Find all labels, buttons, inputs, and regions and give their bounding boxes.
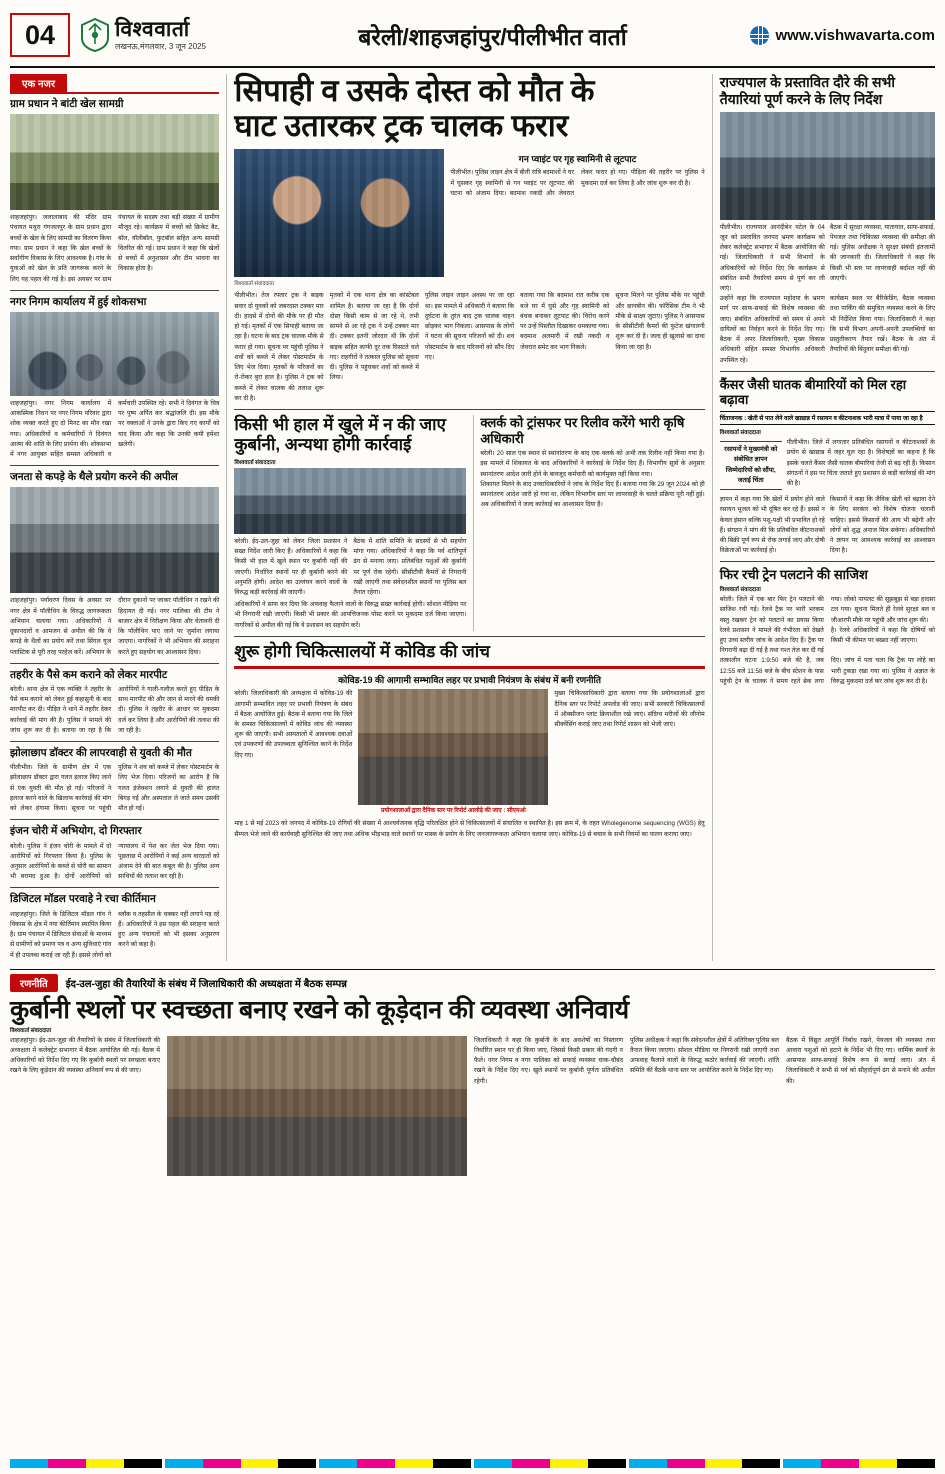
cancer-pullquote: रसायनों ने मुख्यमंत्री को संबोधित ज्ञापन जिम्मेदारियों को सौंपा, जताई चिंता xyxy=(720,441,782,490)
story-qurbani xyxy=(234,415,466,631)
governor-body-1: पीलीभीत। राज्यपाल आनंदीबेन पटेल के 04 जून को प्रस्तावित जनपद भ्रमण कार्यक्रम को लेकर कलेक्ट्रेट सभागार में बैठक आयोजित की गई। जिलाधिकारी ने सभी विभागों के अधिकारियों को निर्देश दिए कि कार्यक्रम से संबंधित सभी तैयारियां समय से पूर्ण कर ली जाएं। xyxy=(719,223,825,292)
secondary-body-a: पीलीभीत। पुलिस लाइन क्षेत्र में बीती रात्रि बदमाशों ने घर में घुसकर गृह स्वामिनी से गन प्वाइंट पर लूटपाट की घटना को अंजाम दिया। बदमाश नकदी और जेवरात लेकर फरार हो गए। पीड़िता की तहरीर पर पुलिस ने मुकदमा दर्ज कर लिया है और जांच शुरू कर दी है। xyxy=(450,169,705,197)
left-item-body: बरेली। पुलिस ने इंजन चोरी के मामले में दो आरोपियों को गिरफ्तार किया है। पुलिस के अनुसार आरोपियों के कब्जे से चोरी का सामान भी बरामद हुआ है। दोनों आरोपियों को न्यायालय में पेश कर जेल भेज दिया गया। पूछताछ में आरोपियों ने कई अन्य वारदातों को अंजाम देने की बात कबूल की है। पुलिस अन्य साथियों की तलाश कर रही है। xyxy=(10,842,220,881)
left-item-body: शाहजहांपुर। जिले के डिजिटल मॉडल गांव ने विकास के क्षेत्र में नया कीर्तिमान स्थापित किया है। ग्राम पंचायत में डिजिटल सेवाओं के माध्यम से ग्रामीणों को प्रमाण पत्र व अन्य सुविधाएं गांव में ही उपलब्ध कराई जा रही हैं। इससे लोगों को ब्लॉक व तहसील के चक्कर नहीं लगाने पड़ रहे हैं। अधिकारियों ने इस पहल की सराहना करते हुए अन्य पंचायतों को भी इसका अनुसरण करने को कहा है। xyxy=(10,910,220,959)
covid-photo-caption: प्रयोगशालाओं द्वारा दैनिक स्तर पर रिपोर्ट आलोड़े की जाए : सीएमओ xyxy=(380,808,526,815)
bottom-body-4: बैठक में विद्युत आपूर्ति निर्बाध रखने, पेयजल की व्यवस्था तथा आवारा पशुओं को हटाने के निर्देश भी दिए गए। धार्मिक स्थलों के आसपास साफ-सफाई विशेष रूप से कराई जाए। अंत में जिलाधिकारी ने सभी से पर्व को सौहार्दपूर्ण ढंग से मनाने की अपील की। xyxy=(786,1036,935,1085)
governor-headline: राज्यपाल के प्रस्तावित दौरे की सभी तैयारियां पूर्ण करने के लिए निर्देश xyxy=(719,74,895,107)
bottom-deck: ईद-उल-जुहा की तैयारियों के संबंध में जिलाधिकारी की अध्यक्षता में बैठक सम्पन्न xyxy=(65,978,347,990)
list-item xyxy=(10,296,219,461)
byline: विश्ववार्ता संवाददाता xyxy=(719,430,761,437)
train-headline: फिर रची ट्रेन पलटाने की साजिश xyxy=(719,567,868,583)
left-item-body: पीलीभीत। जिले के ग्रामीण क्षेत्र में एक झोलाछाप डॉक्टर द्वारा गलत इलाज किए जाने से एक युवती की मौत हो गई। परिजनों ने इलाज करने वाले के खिलाफ कार्रवाई की मांग को लेकर हंगामा किया। सूचना पर पहुंची पुलिस ने शव को कब्जे में लेकर पोस्टमार्टम के लिए भेज दिया। परिजनों का आरोप है कि गलत इंजेक्शन लगाने से युवती की हालत बिगड़ गई और अस्पताल ले जाते समय उसकी मौत हो गई। xyxy=(10,764,220,813)
governor-body-2: बैठक में सुरक्षा व्यवस्था, यातायात, साफ-सफाई, पेयजल तथा चिकित्सा व्यवस्था की समीक्षा की गई। पुलिस अधीक्षक ने सुरक्षा संबंधी इंतजामों की जानकारी दी। जिलाधिकारी ने कहा कि किसी भी स्तर पर लापरवाही बर्दाश्त नहीं की जाएगी। xyxy=(829,223,935,282)
lead-body-col2: मृतकों में एक थाना क्षेत्र का कांस्टेबल शामिल है। बताया जा रहा है कि दोनों दोस्त किसी काम से जा रहे थे, तभी सामने से आ रहे ट्रक ने उन्हें टक्कर मार दी। टक्कर इतनी जोरदार थी कि दोनों बाइक सहित काफी दूर तक घिसटते चले गए। राहगीरों ने तत्काल पुलिस को सूचना दी। पुलिस ने पहुंचकर शवों को कब्जे में लिया। xyxy=(329,292,419,382)
logo-title: विश्ववार्ता xyxy=(115,18,190,41)
left-item-body: शाहजहांपुर। पर्यावरण दिवस के अवसर पर नगर क्षेत्र में पॉलीथिन के विरुद्ध जागरूकता अभियान चलाया गया। अधिकारियों ने दुकानदारों व आमजन से अपील की कि वे कपड़े के थैलों का प्रयोग करें तथा सिंगल यूज प्लास्टिक से पूरी तरह परहेज करें। अभियान के दौरान दुकानों पर जाकर पॉलीथिन न रखने की हिदायत दी गई। नगर पालिका की टीम ने बाजार क्षेत्र में निरीक्षण किया और चेतावनी दी कि पॉलीथिन पाए जाने पर जुर्माना लगाया जाएगा। नागरिकों ने भी अभियान की सराहना करते हुए सहयोग का आश्वासन दिया। xyxy=(10,597,220,656)
story-clerk xyxy=(473,415,704,631)
cancer-body-1: पीलीभीत। जिले में लगातार प्रतिबंधित रसायनों व कीटनाशकों के प्रयोग से खाद्यान्न में जहर घुल रहा है। विशेषज्ञों का कहना है कि इसके चलते कैंसर जैसी घातक बीमारियां तेजी से बढ़ रही हैं। किसान संगठनों ने इस पर चिंता जताते हुए प्रशासन से कड़ी कार्रवाई की मांग की है। xyxy=(786,439,935,487)
list-item xyxy=(10,471,219,658)
list-item xyxy=(10,747,219,814)
left-item-headline: ग्राम प्रधान ने बांटी खेल सामग्री xyxy=(10,98,124,110)
story-covid xyxy=(234,642,704,840)
left-item-headline: झोलाछाप डॉक्टर की लापरवाही से युवती की मौत xyxy=(10,747,192,760)
news-photo xyxy=(10,114,219,210)
byline: विश्ववार्ता संवाददाता xyxy=(10,1027,52,1034)
colorbar-segment xyxy=(10,1459,162,1468)
left-item-body: शाहजहांपुर। जलालाबाद की मंदिर ग्राम पंचायत मथुरा गंगजलपुर के ग्राम प्रधान द्वारा बच्चों के खेल के लिए सामग्री का वितरण किया गया। ग्राम प्रधान ने कहा कि खेल बच्चों के सर्वांगीण विकास के लिए आवश्यक है। गांव के युवाओं को खेल के प्रति जागरूक करने के लिए यह पहल की गई है। इस अवसर पर ग्राम पंचायत के सदस्य तथा बड़ी संख्या में ग्रामीण मौजूद रहे। कार्यक्रम में बच्चों को क्रिकेट बैट, बॉल, वॉलीबॉल, फुटबॉल सहित अन्य सामग्री वितरित की गई। ग्राम प्रधान ने कहा कि खेलों से बच्चों में अनुशासन और टीम भावना का विकास होता है। xyxy=(10,214,220,283)
train-body-1: बरेली। जिले में एक बार फिर ट्रेन पलटाने की साजिश रची गई। रेलवे ट्रैक पर भारी भरकम वस्तु रखकर ट्रेन को पलटाने का प्रयास किया गया। लोको पायलट की सूझबूझ से बड़ा हादसा टल गया। सूचना मिलते ही रेलवे सुरक्षा बल व जीआरपी मौके पर पहुंची और जांच शुरू की। xyxy=(719,596,935,624)
center-column xyxy=(226,74,704,961)
lead-story xyxy=(234,74,704,404)
covid-headline: शुरू होगी चिकित्सालयों में कोविड की जांच xyxy=(234,641,490,661)
covid-body-3: माह 1 से मई 2023 को जनपद में कोविड-19 रोगियों की संख्या में आश्चर्यजनक वृद्धि परिलक्षित होने से चिकित्सालयों में संचालित व स्थापित है। इस क्रम में, के तहत Wholegenome sequencing (WGS) हेतु सैम्पल भेजे जाने की कार्यवाही सुनिश्चित की जाए तथा अधिक भीड़भाड़ वाले स्थानों पर मास्क के प्रयोग के लिए जनजागरूकता अभियान चलाया जाए। कोविड-19 से बचाव के सभी नियमों का पालन कराया जाए। xyxy=(234,820,705,838)
lead-headline-line1: सिपाही व उसके दोस्त को मौत के xyxy=(234,73,595,108)
train-body-2: रेलवे प्रशासन ने मामले की गंभीरता को देखते हुए उच्च स्तरीय जांच के आदेश दिए हैं। ट्रैक पर निगरानी बढ़ा दी गई है तथा गश्त तेज कर दी गई है। रेलवे अधिकारियों ने कहा कि दोषियों को किसी भी कीमत पर बख्शा नहीं जाएगा। xyxy=(719,626,935,655)
logo-icon xyxy=(80,18,110,52)
lead-body-col3: पुलिस लाइन लाइन अवस्थ पर जा रहा था। इस मामले में अधिकारी ने बताया कि दुर्घटना के तुरंत बाद ट्रक चालक वाहन छोड़कर भाग निकला। आसपास के लोगों ने घटना की सूचना परिजनों को दी। शव पोस्टमार्टम के बाद परिजनों को सौंप दिए गए। xyxy=(424,292,515,361)
bottom-kicker: रणनीति xyxy=(10,974,58,992)
secondary-body-c: सूचना मिलने पर पुलिस मौके पर पहुंची और छानबीन की। फॉरेंसिक टीम ने भी मौके से साक्ष्य जुटाए। पुलिस ने आसपास के सीसीटीवी कैमरों की फुटेज खंगालनी शुरू कर दी है। जल्द ही खुलासे का दावा किया जा रहा है। xyxy=(615,292,705,351)
mid-row-2 xyxy=(234,415,704,631)
news-photo xyxy=(234,468,466,534)
left-item-body: शाहजहांपुर। नगर निगम कार्यालय में आकस्मिक निधन पर नगर निगम परिवार द्वारा शोक व्यक्त करते हुए दो मिनट का मौन रखा गया। अधिकारियों व कर्मचारियों ने दिवंगत आत्मा की शांति के लिए प्रार्थना की। शोकसभा में नगर आयुक्त सहित समस्त अधिकारी व कर्मचारी उपस्थित रहे। सभी ने दिवंगत के चित्र पर पुष्प अर्पित कर श्रद्धांजलि दी। इस मौके पर वक्ताओं ने उनके द्वारा किए गए कार्यों को याद किया और कहा कि उनकी कमी हमेशा खलेगी। xyxy=(10,399,220,459)
news-photo xyxy=(10,312,219,396)
right-column xyxy=(712,74,935,961)
publication-logo xyxy=(80,18,265,52)
cancer-body-2: ज्ञापन में कहा गया कि खेतों में प्रयोग होने वाले रसायन भूजल को भी दूषित कर रहे हैं। इससे न केवल इंसान बल्कि पशु-पक्षी भी प्रभावित हो रहे हैं। संगठन ने मांग की कि प्रतिबंधित कीटनाशकों की बिक्री पूर्ण रूप से रोक लगाई जाए और दोषी विक्रेताओं पर कार्रवाई हो। xyxy=(719,496,825,555)
lead-photo xyxy=(234,149,444,277)
byline: विश्ववार्ता संवाददाता xyxy=(719,587,761,594)
list-item xyxy=(10,893,219,960)
left-item-body: बरेली। थाना क्षेत्र में एक व्यक्ति ने तहरीर के पैसे कम कराने को लेकर हुई कहासुनी के बाद मारपीट कर दी। पीड़ित ने थाने में तहरीर देकर कार्रवाई की मांग की है। पुलिस ने मामले की जांच शुरू कर दी है। बताया जा रहा है कि आरोपियों ने गाली-गलौज करते हुए पीड़ित के साथ मारपीट की और जान से मारने की धमकी दी। पुलिस ने तहरीर के आधार पर मुकदमा दर्ज कर लिया है और आरोपियों की तलाश की जा रही है। xyxy=(10,685,220,734)
news-photo xyxy=(10,487,219,593)
website-block[interactable] xyxy=(720,26,935,45)
byline: विश्ववार्ता संवाददाता xyxy=(234,459,276,466)
left-column xyxy=(10,74,219,961)
list-item xyxy=(10,669,219,736)
photo-credit: विश्ववार्ता संवाददाता xyxy=(234,281,275,288)
website-url[interactable]: www.vishwavarta.com xyxy=(775,26,935,44)
qurbani-headline: किसी भी हाल में खुले में न की जाए कुर्बानी, अन्यथा होगी कार्रवाई xyxy=(234,415,446,455)
left-box-title: एक नजर xyxy=(10,74,67,92)
left-item-headline: तहरीर के पैसे कम कराने को लेकर मारपीट xyxy=(10,668,168,681)
clerk-headline: क्लर्क को ट्रांसफर पर रिलीव करेंगे भारी कृषि अधिकारी xyxy=(480,415,685,446)
colorbar-segment xyxy=(474,1459,626,1468)
story-train xyxy=(720,567,935,687)
colorbar-segment xyxy=(319,1459,471,1468)
qurbani-body-2: बैठक में शांति समिति के सदस्यों से भी सहयोग मांगा गया। अधिकारियों ने कहा कि पर्व शांतिपूर्ण ढंग से मनाया जाए। प्रतिबंधित पशुओं की कुर्बानी पर पूर्ण रोक रहेगी। सीसीटीवी कैमरों से निगरानी रखी जाएगी तथा संवेदनशील स्थानों पर पुलिस बल तैनात रहेगा। xyxy=(353,537,467,596)
logo-city: लखनऊ, xyxy=(115,42,140,51)
train-body-3: तत्कालीन घटना 1:9:50 बजे की है, जब 12:55 बजे 11:58 बजे के बीच स्टेशन के पास पहुंची ट्रेन के चालक ने समय रहते ब्रेक लगा दिए। जांच में पता चला कि ट्रैक पर लोहे का भारी टुकड़ा रखा गया था। पुलिस ने अज्ञात के विरुद्ध मुकदमा दर्ज कर जांच शुरू कर दी है। xyxy=(719,657,935,685)
clerk-body-1: बरेली। 20 साल एक स्थान से स्थानांतरण के बाद एक क्लर्क को अभी तक रिलीव नहीं किया गया है। इस मामले में शिकायत के बाद अधिकारियों ने कार्रवाई के निर्देश दिए हैं। विभागीय सूत्रों के अनुसार स्थानांतरण आदेश जारी होने के बावजूद कर्मचारी को कार्यमुक्त नहीं किया गया। xyxy=(480,450,705,478)
covid-body-2: मुख्य चिकित्साधिकारी द्वारा बताया गया कि प्रयोगशालाओं द्वारा दैनिक स्तर पर रिपोर्ट अपलोड की जाए। सभी सरकारी चिकित्सालयों में ऑक्सीजन प्लांट क्रियाशील रखे जाएं। संदिग्ध मरीजों की जीनोम सीक्वेंसिंग कराई जाए तथा रिपोर्ट शासन को भेजी जाए। xyxy=(554,690,705,728)
left-item-headline: जनता से कपड़े के थैले प्रयोग करने की अपील xyxy=(10,471,178,484)
news-photo xyxy=(167,1036,467,1176)
cancer-deck: चिंताजनक : खेती से पात लेने वाले खाद्यान्न में रसायन व कीटनाशक भारी मात्रा में पाया जा रहा है xyxy=(720,411,935,425)
news-photo xyxy=(358,689,548,805)
colorbar-segment xyxy=(165,1459,317,1468)
cancer-body-3: किसानों ने कहा कि जैविक खेती को बढ़ावा देने के लिए सरकार को विशेष योजना चलानी चाहिए। इससे किसानों की आय भी बढ़ेगी और लोगों को शुद्ध अनाज मिल सकेगा। अधिकारियों ने ज्ञापन पर आवश्यक कार्रवाई का आश्वासन दिया है। xyxy=(829,496,935,555)
left-item-headline: इंजन चोरी में अभियोग, दो गिरफ्तार xyxy=(10,825,142,838)
lead-headline-line2: घाट उतारकर ट्रक चालक फरार xyxy=(234,107,569,143)
bottom-body-3: पुलिस अधीक्षक ने कहा कि संवेदनशील क्षेत्रों में अतिरिक्त पुलिस बल तैनात किया जाएगा। सोशल मीडिया पर निगरानी रखी जाएगी तथा अफवाह फैलाने वालों के विरुद्ध कठोर कार्रवाई की जाएगी। शांति समिति की बैठकें थाना स्तर पर आयोजित करने के निर्देश दिए गए। xyxy=(630,1036,779,1075)
page-folio: 04 xyxy=(10,13,70,57)
colorbar-segment xyxy=(629,1459,781,1468)
secondary-headline: गन प्वाइंट पर गृह स्वामिनी से लूटपाट xyxy=(518,154,637,165)
bottom-body-2: जिलाधिकारी ने कहा कि कुर्बानी के बाद अवशेषों का निस्तारण निर्धारित स्थान पर ही किया जाए, जिससे किसी प्रकार की गंदगी न फैले। नगर निगम व नगर पालिका को सफाई व्यवस्था चाक-चौबंद रखने के निर्देश दिए गए। खुले स्थानों पर कुर्बानी पूर्णतः प्रतिबंधित रहेगी। xyxy=(474,1036,623,1085)
bottom-story xyxy=(10,969,935,1176)
bottom-headline: कुर्बानी स्थलों पर स्वच्छता बनाए रखने को कूड़ेदान की व्यवस्था अनिवार्य xyxy=(10,995,629,1024)
color-calibration-bars xyxy=(10,1459,935,1468)
qurbani-body-1: बरेली। ईद-उल-जुहा को लेकर जिला प्रशासन ने सख्त निर्देश जारी किए हैं। अधिकारियों ने कहा कि किसी भी हाल में खुले स्थान पर कुर्बानी नहीं की जाएगी। निर्धारित स्थानों पर ही कुर्बानी करने की अनुमति होगी। आदेश का उल्लंघन करने वालों के विरुद्ध कड़ी कार्रवाई की जाएगी। xyxy=(234,537,348,596)
left-item-headline: नगर निगम कार्यालय में हुई शोकसभा xyxy=(10,295,147,308)
list-item xyxy=(10,825,219,882)
list-item xyxy=(10,98,219,285)
covid-body-1: बरेली। जिलाधिकारी की अध्यक्षता में कोविड-19 की आगामी सम्भावित लहर पर प्रभावी नियंत्रण के संबंध में बैठक आयोजित हुई। बैठक में बताया गया कि जिले के समस्त चिकित्सालयों में कोविड जांच की व्यवस्था शुरू की जाएगी। सभी अस्पतालों में आवश्यक दवाओं एवं उपकरणों की उपलब्धता सुनिश्चित करने के निर्देश दिए गए। xyxy=(234,690,353,759)
story-governor xyxy=(720,74,935,366)
globe-icon xyxy=(750,26,769,45)
edition-title: बरेली/शाहजहांपुर/पीलीभीत वार्ता xyxy=(358,24,627,50)
masthead xyxy=(10,8,935,68)
news-photo xyxy=(720,112,935,220)
secondary-body-b: बताया गया कि बदमाश रात करीब एक बजे घर में घुसे और गृह स्वामिनी को बंधक बनाकर लूटपाट की। विरोध करने पर उन्हें पिस्तौल दिखाकर धमकाया गया। बदमाश अलमारी में रखी नकदी व जेवरात समेट कर भाग निकले। xyxy=(520,292,610,351)
lead-body-col1: पीलीभीत। तेज रफ्तार ट्रक ने बाइक सवार दो युवकों को जबरदस्त टक्कर मार दी। हादसे में दोनों की मौके पर ही मौत हो गई। मृतकों में एक सिपाही बताया जा रहा है। घटना के बाद ट्रक चालक मौके से फरार हो गया। सूचना पर पहुंची पुलिस ने शवों को कब्जे में लेकर पोस्टमार्टम के लिए भेज दिया। मृतकों के परिजनों का रो-रोकर बुरा हाल है। पुलिस ने ट्रक को कब्जे में लेकर चालक की तलाश शुरू कर दी है। xyxy=(234,292,324,402)
governor-body-4: कार्यक्रम स्थल पर बैरिकेडिंग, बैठक व्यवस्था तथा पार्किंग की समुचित व्यवस्था करने के लिए भी निर्देशित किया गया। जिलाधिकारी ने कहा कि सभी विभाग अपनी-अपनी उपलब्धियों का प्रस्तुतीकरण तैयार रखें। बैठक के अंत में तैयारियों की बिंदुवार समीक्षा की गई। xyxy=(829,295,935,354)
bottom-body-1: शाहजहांपुर। ईद-उल-जुहा की तैयारियों के संबंध में जिलाधिकारी की अध्यक्षता में कलेक्ट्रेट सभागार में बैठक आयोजित की गई। बैठक में अधिकारियों को निर्देश दिए गए कि कुर्बानी स्थलों पर स्वच्छता बनाए रखने के लिए कूड़ेदान की व्यवस्था अनिवार्य रूप से की जाए। xyxy=(10,1036,160,1075)
qurbani-body-3: अधिकारियों ने साफ कर दिया कि अफवाह फैलाने वालों के विरुद्ध सख्त कार्रवाई होगी। सोशल मीडिया पर भी निगरानी रखी जाएगी। किसी भी प्रकार की आपत्तिजनक पोस्ट करने पर मुकदमा दर्ज किया जाएगा। नागरिकों से अपील की गई कि वे प्रशासन का सहयोग करें। xyxy=(234,601,467,629)
clerk-body-2: शिकायत मिलने के बाद उच्चाधिकारियों ने जांच के निर्देश दिए हैं। बताया गया कि 29 जून 2024 को ही स्थानांतरण आदेश जारी हो गया था, लेकिन विभागीय स्तर पर लापरवाही के चलते प्रक्रिया पूरी नहीं हुई। अब अधिकारियों ने जल्द कार्रवाई का आश्वासन दिया है। xyxy=(480,480,705,509)
governor-body-3: उन्होंने कहा कि राज्यपाल महोदया के भ्रमण मार्ग पर साफ-सफाई की विशेष व्यवस्था की जाए। संबंधित अधिकारियों को समय से अपने दायित्वों का निर्वहन करने के निर्देश दिए गए। बैठक में अपर जिलाधिकारी, मुख्य विकास अधिकारी सहित समस्त विभागीय अधिकारी उपस्थित रहे। xyxy=(719,295,825,364)
story-cancer xyxy=(720,377,935,557)
colorbar-segment xyxy=(783,1459,935,1468)
covid-deck: कोविड-19 की आगामी सम्भावित लहर पर प्रभावी नियंत्रण के संबंध में बनी रणनीति xyxy=(338,675,601,686)
left-item-headline: डिजिटल मॉडल परवाहे ने रचा कीर्तिमान xyxy=(10,893,156,906)
issue-date: मंगलवार, 3 जून 2025 xyxy=(139,42,206,51)
cancer-headline: कैंसर जैसी घातक बीमारियों को मिल रहा बढ़ावा xyxy=(719,376,907,408)
